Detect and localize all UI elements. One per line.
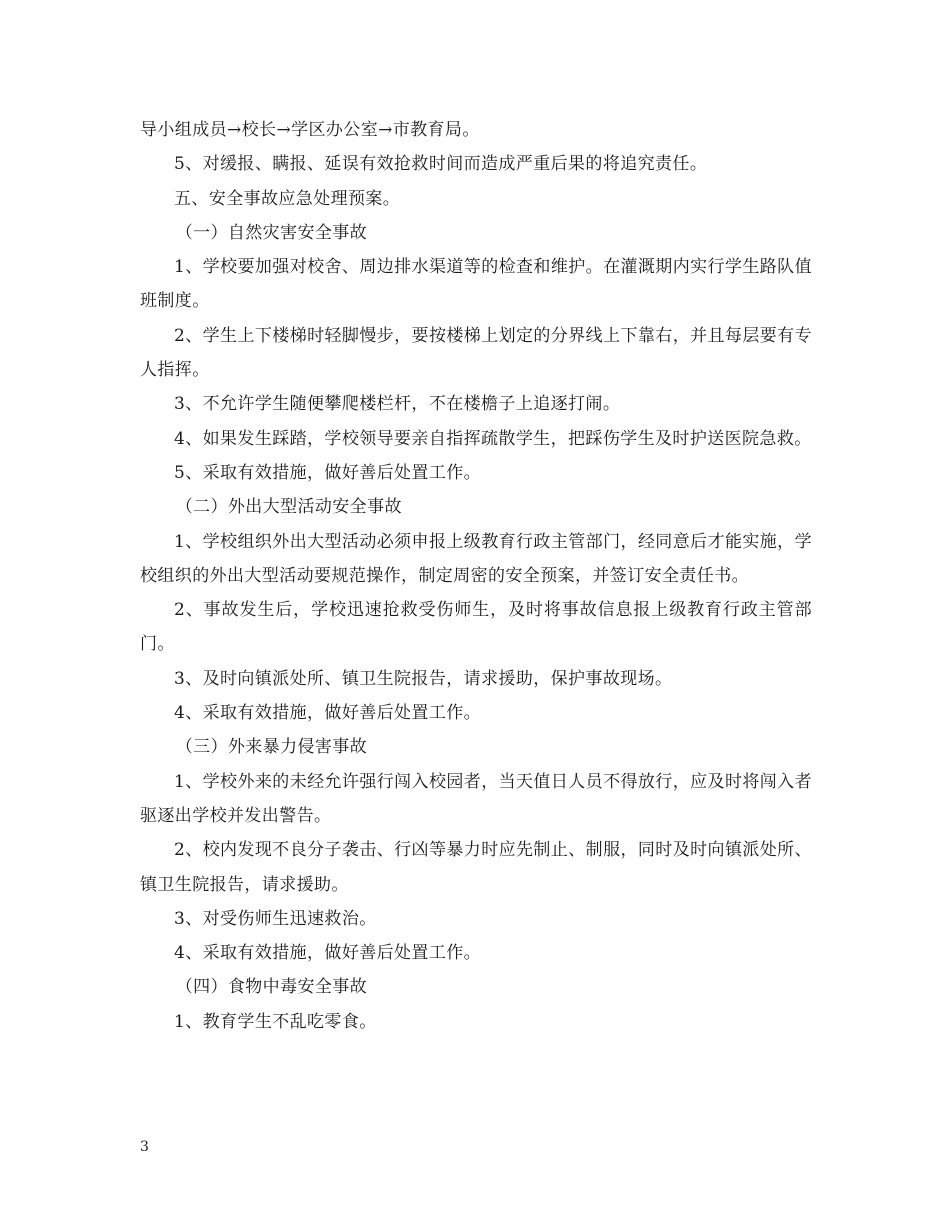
- section-heading: 五、安全事故应急处理预案。: [174, 188, 401, 209]
- page-number: 3: [140, 1139, 149, 1155]
- paragraph: 导小组成员→校长→学区办公室→市教育局。: [140, 120, 480, 140]
- subsection-heading: （四）食物中毒安全事故: [175, 977, 368, 998]
- paragraph: 1、学校外来的未经允许强行闯入校园者，当天值日人员不得放行，应及时将闯入者驱逐出学校并发出警告。: [140, 771, 812, 826]
- paragraph: 4、采取有效措施，做好善后处置工作。: [174, 943, 482, 964]
- paragraph: 1、教育学生不乱吃零食。: [174, 1011, 377, 1032]
- subsection-heading: （二）外出大型活动安全事故: [175, 497, 402, 518]
- paragraph: 1、学校组织外出大型活动必须申报上级教育行政主管部门，经同意后才能实施，学校组织的外出大型活动要规范操作，制定周密的安全预案，并签订安全责任书。: [140, 531, 812, 586]
- paragraph: 5、对缓报、瞒报、延误有效抢救时间而造成严重后果的将追究责任。: [174, 154, 708, 175]
- paragraph: 5、采取有效措施，做好善后处置工作。: [174, 462, 482, 483]
- paragraph: 2、事故发生后，学校迅速抢救受伤师生，及时将事故信息报上级教育行政主管部门。: [140, 600, 812, 655]
- paragraph: 2、学生上下楼梯时轻脚慢步，要按楼梯上划定的分界线上下靠右，并且每层要有专人指挥。: [140, 325, 812, 381]
- paragraph: 3、对受伤师生迅速救治。: [174, 908, 377, 929]
- paragraph: 3、及时向镇派处所、镇卫生院报告，请求援助，保护事故现场。: [174, 668, 673, 689]
- subsection-heading: （一）自然灾害安全事故: [175, 222, 368, 243]
- paragraph: 4、如果发生踩踏，学校领导要亲自指挥疏散学生，把踩伤学生及时护送医院急救。: [174, 428, 812, 449]
- subsection-heading: （三）外来暴力侵害事故: [175, 737, 368, 758]
- paragraph: 2、校内发现不良分子袭击、行凶等暴力时应先制止、制服，同时及时向镇派处所、镇卫生院报告，请求援助。: [140, 840, 812, 895]
- paragraph: 4、采取有效措施，做好善后处置工作。: [174, 703, 482, 724]
- paragraph: 1、学校要加强对校舍、周边排水渠道等的检查和维护。在灌溉期内实行学生路队值班制度。: [140, 257, 812, 312]
- paragraph: 3、不允许学生随便攀爬楼栏杆，不在楼檐子上追逐打闹。: [174, 394, 621, 415]
- document-body: [140, 113, 812, 1039]
